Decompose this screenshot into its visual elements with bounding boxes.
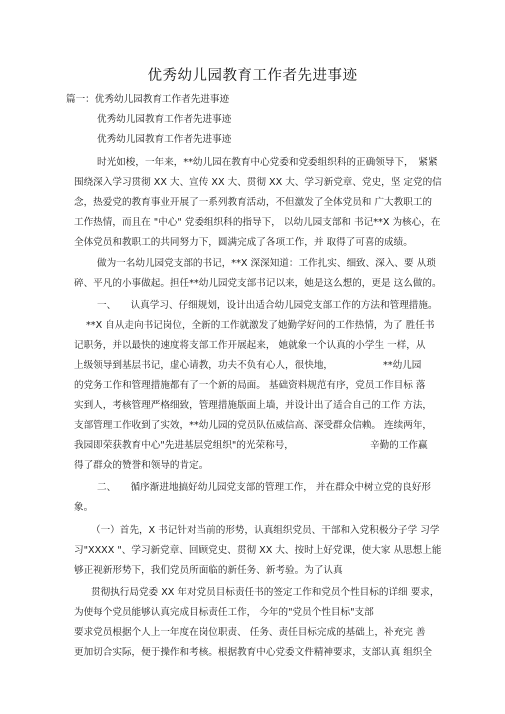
paragraph-line: （一）首先，X 书记针对当前的形势，认真组织党员、干部和入党积极分子学 习学	[91, 525, 440, 536]
paragraph-line: 象。	[74, 502, 94, 513]
paragraph-line-fragment: 辛勤的工作赢	[370, 440, 428, 451]
paragraph-line: 得了群众的赞誉和领导的肯定。	[74, 460, 209, 471]
paragraph-line: **X 自从走向书记岗位，全新的工作就激发了她勤学好问的工作热情，为了 胜任书	[86, 320, 435, 331]
section-heading: 篇一：优秀幼儿园教育工作者先进事迹	[66, 94, 230, 105]
numbered-heading: 一、 认真学习、仔细规划，设计出适合幼儿园党支部工作的方法和管理措施。	[97, 300, 438, 311]
paragraph-line: 做为一名幼儿园党支部的书记，**X 深深知道：工作扎实、细致、深入、要 从琐	[97, 258, 436, 269]
subtitle-line: 优秀幼儿园教育工作者先进事迹	[97, 114, 232, 125]
paragraph-line: 记职务，并以最快的速度将支部工作开展起来， 她就象一个认真的小学生 一样，从	[74, 340, 426, 351]
paragraph-line-fragment: **幼儿园	[383, 360, 422, 371]
paragraph-line: 贯彻执行局党委 XX 年对党员目标责任书的签定工作和党员个性目标的详细 要求，	[91, 587, 440, 598]
paragraph-line: 工作热情，而且在 "中心" 党委组织科的指导下， 以幼儿园支部和 书记**X 为核心，在	[74, 217, 441, 228]
paragraph-line: 的党务工作和管理措施都有了一个新的局面。 基础资料规范有序，党员工作目标 落	[74, 380, 426, 391]
document-title: 优秀幼儿园教育工作者先进事迹	[147, 68, 358, 84]
paragraph-line: 碎、平凡的小事做起。担任**幼儿园党支部书记以来，她是这么想的，更是 这么做的。	[74, 278, 442, 289]
paragraph-line: 实到人，考核管理严格细致，管理措施版面上墙，并设计出了适合自己的工作 方法，	[74, 400, 433, 411]
numbered-heading: 二、 循序渐进地搞好幼儿园党支部的管理工作， 并在群众中树立党的良好形	[97, 482, 432, 493]
paragraph-line: 更加切合实际，便于操作和考核。根据教育中心党委文件精神要求，支部认真 组织全	[74, 647, 433, 658]
paragraph-line: 全体党员和教职工的共同努力下，圆满完成了各项工作，并 取得了可喜的成绩。	[74, 237, 413, 248]
paragraph-line: 我园即荣获教育中心"先进基层党组织"的光荣称号，	[74, 440, 294, 451]
subtitle-line: 优秀幼儿园教育工作者先进事迹	[97, 134, 232, 145]
paragraph-line: 够正视新形势下，我们党员所面临的新任务、新考验。为了认真	[74, 565, 343, 576]
paragraph-line: 习"XXXX "、学习新党章、回顾党史、贯彻 XX 大、按时上好党课，使大家 从思想上能	[74, 545, 442, 556]
paragraph-line: 要求党员根据个人上一年度在岗位职责、 任务、责任目标完成的基础上，补充完 善	[74, 627, 426, 638]
paragraph-line: 为使每个党员能够认真完成目标责任工作， 今年的"党员个性目标"支部	[74, 607, 374, 618]
paragraph-line: 时光如梭，一年来，**幼儿园在教育中心党委和党委组织科的正确领导下， 紧紧	[97, 157, 438, 168]
paragraph-line: 围绕深入学习贯彻 XX 大、宣传 XX 大、贯彻 XX 大、学习新党章、党史，坚 定党的信	[74, 177, 442, 188]
paragraph-line: 上级领导到基层书记，虚心请教，功夫不负有心人，很快地，	[74, 360, 334, 371]
paragraph-line: 支部管理工作收到了实效，**幼儿园的党员队伍威信高、深受群众信赖。 连续两年，	[74, 420, 433, 431]
paragraph-line: 念，热爱党的教育事业开展了一系列教育活动，不但激发了全体党员和 广大教职工的	[74, 197, 433, 208]
